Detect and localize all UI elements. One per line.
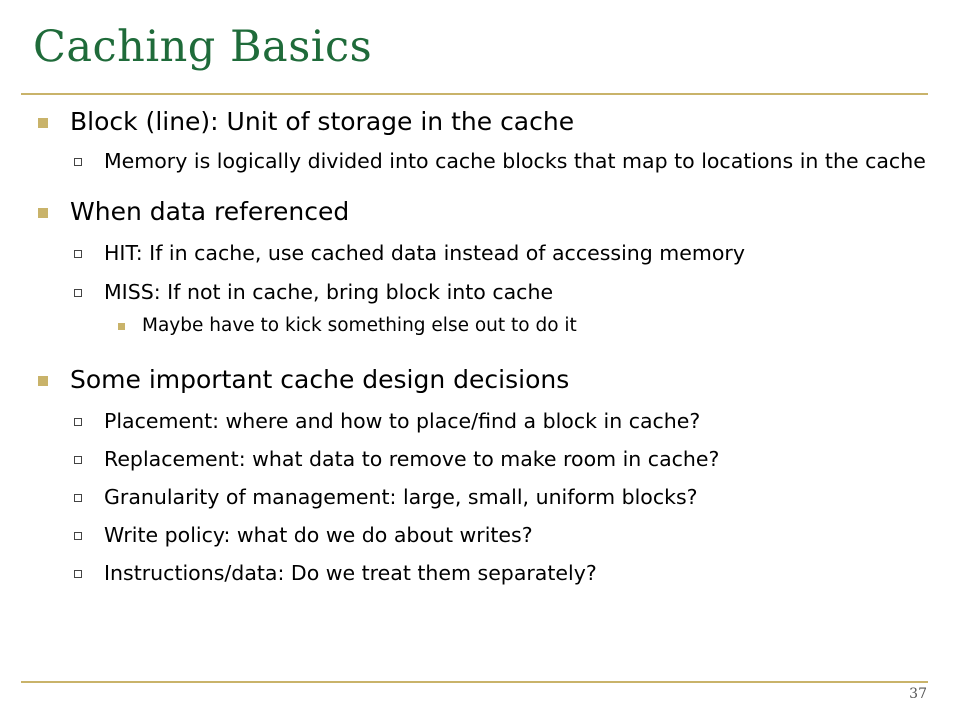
square-bullet-icon: [38, 208, 48, 218]
hollow-square-bullet-icon: [74, 158, 82, 166]
sub-bullet-text: Granularity of management: large, small, uniform blocks?: [104, 485, 698, 509]
hollow-square-bullet-icon: [74, 418, 82, 426]
hollow-square-bullet-icon: [74, 250, 82, 258]
square-bullet-icon: [38, 118, 48, 128]
hollow-square-bullet-icon: [74, 570, 82, 578]
hollow-square-bullet-icon: [74, 289, 82, 297]
bullet-block-line: [38, 106, 928, 138]
sub-bullet-hit: [38, 238, 928, 268]
sub-bullet-placement: [38, 406, 928, 436]
slide-title: Caching Basics: [33, 22, 373, 72]
bullet-text: When data referenced: [70, 197, 350, 226]
sub-bullet-instructions-data: [38, 558, 928, 588]
sub-bullet-text: HIT: If in cache, use cached data instead of accessing memory: [104, 241, 745, 265]
hollow-square-bullet-icon: [74, 532, 82, 540]
square-bullet-icon: [38, 376, 48, 386]
bullet-data-referenced: [38, 196, 928, 228]
sub-bullet-memory-divided: [38, 146, 928, 176]
sub-bullet-text: MISS: If not in cache, bring block into cache: [104, 280, 554, 304]
page-number: 37: [909, 686, 927, 702]
bullet-text: Some important cache design decisions: [70, 365, 570, 394]
sub-bullet-text: Instructions/data: Do we treat them separately?: [104, 561, 597, 585]
sub-bullet-granularity: [38, 482, 928, 512]
sub-sub-bullet-text: Maybe have to kick something else out to do it: [142, 315, 577, 336]
sub-sub-bullet-kick-out: [38, 313, 928, 339]
sub-bullet-replacement: [38, 444, 928, 474]
title-divider: [21, 93, 928, 95]
bullet-text: Block (line): Unit of storage in the cache: [70, 107, 575, 136]
sub-bullet-write-policy: [38, 520, 928, 550]
sub-bullet-text: Write policy: what do we do about writes?: [104, 523, 533, 547]
square-bullet-icon: [118, 323, 125, 330]
hollow-square-bullet-icon: [74, 456, 82, 464]
footer-divider: [21, 681, 928, 683]
sub-bullet-text: Replacement: what data to remove to make room in cache?: [104, 447, 720, 471]
sub-bullet-text: Placement: where and how to place/find a block in cache?: [104, 409, 701, 433]
sub-bullet-text: Memory is logically divided into cache blocks that map to locations in the cache: [104, 149, 926, 173]
slide-body: [38, 100, 928, 588]
sub-bullet-miss: [38, 277, 928, 307]
bullet-design-decisions: [38, 364, 928, 396]
hollow-square-bullet-icon: [74, 494, 82, 502]
